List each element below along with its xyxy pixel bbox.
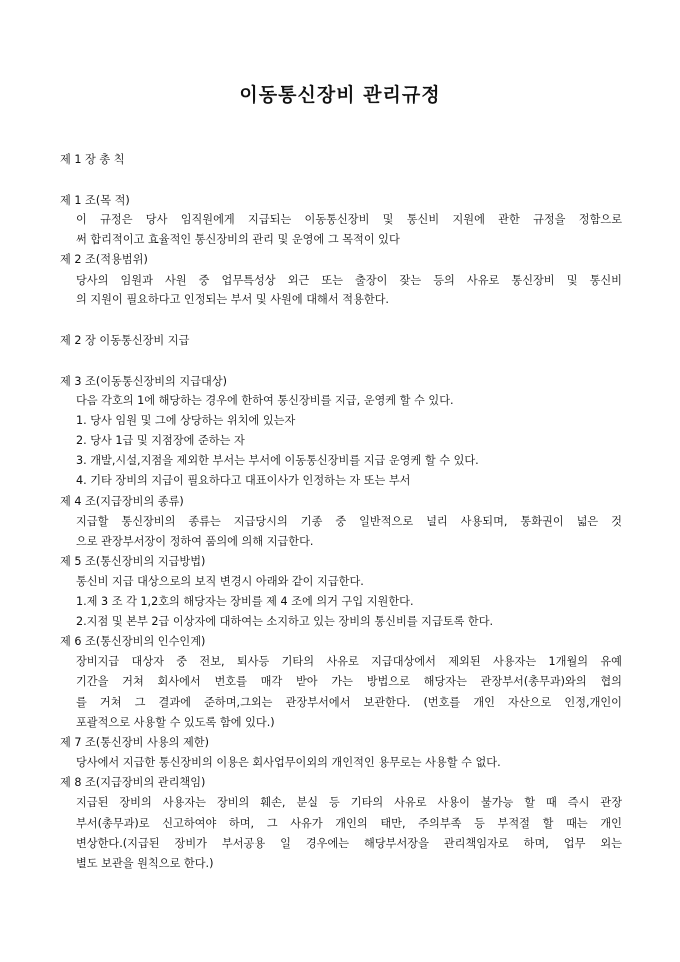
article-3-line: 다음 각호의 1에 해당하는 경우에 한하여 통신장비를 지급, 운영케 할 수 있다. (76, 394, 454, 407)
article-5-line: 2.지점 및 본부 2급 이상자에 대하여는 소지하고 있는 장비의 통신비를 지급토록 한다. (76, 615, 494, 628)
article-6-heading: 제 6 조(통신장비의 인수인계) (60, 635, 206, 648)
document-title: 이동통신장비 관리규정 (239, 84, 441, 106)
article-3-line: 3. 개발,시설,지점을 제외한 부서는 부서에 이동통신장비를 지급 운영케 할 수 있다. (76, 454, 479, 467)
article-4-heading: 제 4 조(지급장비의 종류) (60, 495, 184, 508)
article-8-line: 변상한다.(지급된 장비가 부서공용 일 경우에는 해당부서장을 관리책임자로 하며, 업무 외는 (76, 837, 622, 850)
article-6-line: 기간을 거쳐 회사에서 번호를 매각 받아 가는 방법으로 해당자는 관장부서(총무과)와의 협의 (76, 675, 622, 688)
article-5-line: 1.제 3 조 각 1,2호의 해당자는 장비를 제 4 조에 의거 구입 지원한다. (76, 595, 414, 608)
article-7-line: 당사에서 지급한 통신장비의 이용은 회사업무이외의 개인적인 용무로는 사용할 수 없다. (76, 756, 501, 769)
article-1-line: 이 규정은 당사 임직원에게 지급되는 이동통신장비 및 통신비 지원에 관한 규정을 정함으로 (76, 213, 622, 226)
article-8-line: 부서(총무과)로 신고하여야 하며, 그 사유가 개인의 태만, 주의부족 등 부적절 할 때는 개인 (76, 817, 622, 830)
article-2-line: 의 지원이 필요하다고 인정되는 부서 및 사원에 대해서 적용한다. (76, 293, 389, 306)
article-8-line: 별도 보관을 원칙으로 한다.) (76, 857, 214, 870)
article-3-line: 2. 당사 1급 및 지점장에 준하는 자 (76, 434, 245, 447)
article-5-heading: 제 5 조(통신장비의 지급방법) (60, 555, 206, 568)
article-5-line: 통신비 지급 대상으로의 보직 변경시 아래와 같이 지급한다. (76, 575, 364, 588)
article-6-line: 포괄적으로 사용할 수 있도록 함에 있다.) (76, 716, 275, 729)
chapter-1-heading: 제 1 장 총 칙 (60, 153, 125, 166)
article-7-heading: 제 7 조(통신장비 사용의 제한) (60, 736, 209, 749)
article-4-line: 으로 관장부서장이 정하여 품의에 의해 지급한다. (76, 535, 314, 548)
article-4-line: 지급할 통신장비의 종류는 지급당시의 기종 중 일반적으로 널리 사용되며, 통화권이 넓은 것 (76, 515, 622, 528)
article-1-line: 써 합리적이고 효율적인 통신장비의 관리 및 운영에 그 목적이 있다 (76, 233, 400, 246)
article-2-heading: 제 2 조(적용범위) (60, 253, 148, 266)
chapter-2-heading: 제 2 장 이동통신장비 지급 (60, 334, 190, 347)
article-2-line: 당사의 임원과 사원 중 업무특성상 외근 또는 출장이 잦는 등의 사유로 통신장비 및 통신비 (76, 274, 622, 287)
article-1-heading: 제 1 조(목 적) (60, 194, 130, 207)
article-6-line: 장비지급 대상자 중 전보, 퇴사등 기타의 사유로 지급대상에서 제외된 사용자는 1개월의 유예 (76, 655, 622, 668)
article-8-line: 지급된 장비의 사용자는 장비의 훼손, 분실 등 기타의 사유로 사용이 불가능 할 때 즉시 관장 (76, 796, 622, 809)
article-6-line: 를 거쳐 그 결과에 준하며,그외는 관장부서에서 보관한다. (번호를 개인 자산으로 인정,개인이 (76, 696, 622, 709)
article-3-line: 4. 기타 장비의 지급이 필요하다고 대표이사가 인정하는 자 또는 부서 (76, 474, 411, 487)
article-3-heading: 제 3 조(이동통신장비의 지급대상) (60, 375, 228, 388)
article-3-line: 1. 당사 임원 및 그에 상당하는 위치에 있는자 (76, 414, 296, 427)
article-8-heading: 제 8 조(지급장비의 관리책임) (60, 776, 206, 789)
